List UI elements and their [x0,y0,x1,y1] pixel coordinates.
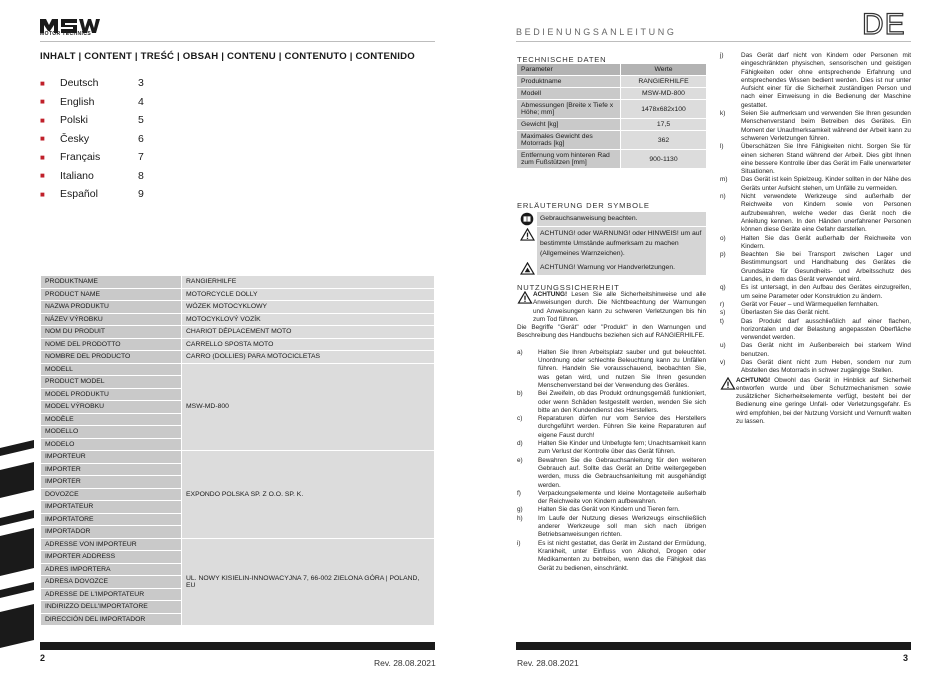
safety-item-text: Nicht verwendete Werkzeuge sind außerhalb der Reichweite von Kindern sowie von Personen aufzubewahren, welche weder das Gerät noch die Anleitung kennen. In den Händen unerfahrener Personen können diese Geräte eine Gefahr darstellen. [741,193,911,234]
info-label: NOME DEL PRODOTTO [41,338,182,351]
info-label: ADRESSE DE L'IMPORTATEUR [41,588,182,601]
info-label: MODEL VÝROBKU [41,401,182,414]
toc-language: Italiano [60,169,94,182]
safety-item-letter: g) [517,506,523,514]
safety-item-text: Überschätzen Sie Ihre Fähigkeiten nicht. Sorgen Sie für einen sicheren Stand während der Arbeit. Dies gibt Ihnen eine bessere Kontrolle über das Gerät im Falle unerwarteter Situationen. [741,143,911,176]
warning-triangle-icon [720,377,736,390]
safety-item-letter: e) [517,456,523,464]
info-row [41,301,434,314]
info-row [41,338,434,351]
info-label: IMPORTATEUR [41,501,182,514]
safety-item-text: Seien Sie aufmerksam und verwenden Sie Ihren gesunden Menschenverstand beim Betreiben des Gerätes. Ein Moment der Unaufmerksamkeit während der Arbeit kann zu schweren Verletzungen führen. [741,110,911,142]
safety-item-letter: i) [517,539,521,547]
info-label: DOVOZCE [41,488,182,501]
safety-item [720,235,911,252]
safety-item-text: Bei Zweifeln, ob das Produkt ordnungsgemäß funktioniert, oder wenn Schäden festgestellt werden, wenden Sie sich bitte an den Kundendienst des Herstellers. [538,390,706,414]
tech-parameter: Modell [517,88,621,100]
safety-item-text: Im Laufe der Nutzung dieses Werkzeugs einschließlich anderer Werkzeuge soll man sich nach übrigen Betriebsanweisungen richten. [538,514,706,539]
toc-language: Polski [60,114,89,127]
safety-item-text: Es ist nicht gestattet, das Gerät im Zustand der Ermüdung, Krankheit, unter Einfluss von Alkohol, Drogen oder Medikamenten zu betreiben, wenn das die Fähigkeit das Gerät zu bedienen, einschränkt. [538,539,706,572]
info-value: WÓZEK MOTOCYKLOWY [182,301,435,314]
tech-row [517,131,706,150]
warning-label: ACHTUNG! [533,291,568,298]
tech-row [517,88,706,100]
info-value: MOTOCYKLOVÝ VOZÍK [182,313,435,326]
header-divider-right [516,41,911,42]
header-divider-left [40,41,435,42]
safety-item-letter: p) [720,251,726,259]
tech-data-table [517,64,706,169]
safety-item [517,440,706,457]
final-warning-text: Obwohl das Gerät in Hinblick auf Sicherheit entworfen wurde und über Schutzmechanismen sowie zusätzlicher Sicherheitselemente verfügt, besteht bei der Bedienung eine geringe Unfall- oder Verletzungsgefahr. Es wird empfohlen, bei der Nutzung Vorsicht und Vernunft walten zu lassen. [736,376,911,426]
safety-item [720,342,911,359]
info-row [41,326,434,339]
page-number-left: 2 [40,653,46,663]
safety-item [720,309,911,317]
safety-item-letter: k) [720,110,726,118]
symbol-description: ACHTUNG! Warnung vor Handverletzungen. [537,261,706,275]
info-label: PRODUKTNAME [41,276,182,288]
symbol-row [517,261,706,275]
toc-item[interactable] [40,111,190,130]
toc-page-number: 5 [138,114,144,127]
symbol-row [517,227,706,261]
safety-item-text: Gerät vor Feuer – und Wärmequellen fernhalten. [741,300,879,308]
bullet-icon: ■ [40,152,45,162]
info-value: CARRO (DOLLIES) PARA MOTOCICLETAS [182,351,435,364]
toc-item[interactable] [40,74,190,93]
safety-item [720,143,911,176]
safety-item-letter: b) [517,390,523,398]
safety-item [720,176,911,193]
revision-right: Rev. 28.08.2021 [517,658,579,668]
safety-item-text: Halten Sie das Gerät von Kindern und Tieren fern. [538,506,680,514]
bullet-icon: ■ [40,134,45,144]
info-label: DIRECCIÓN DEL IMPORTADOR [41,613,182,626]
side-brand-graphic [0,440,34,650]
safety-item-letter: r) [720,300,725,308]
safety-warning [517,291,706,324]
safety-item [720,110,911,143]
tech-value: 900-1130 [621,150,707,169]
safety-item-letter: l) [720,143,724,151]
info-label: MODELO [41,438,182,451]
symbol-description: Gebrauchsanweisung beachten. [537,212,706,226]
info-value: MSW-MD-800 [182,363,435,451]
info-row [41,363,434,376]
warning-triangle-icon [517,227,537,241]
safety-item-letter: f) [517,489,521,497]
toc-page-number: 3 [138,77,144,90]
info-label: ADRES IMPORTERA [41,563,182,576]
bullet-icon: ■ [40,189,45,199]
info-label: MODELLO [41,426,182,439]
safety-item [517,515,706,540]
info-label: IMPORTEUR [41,451,182,464]
product-info-table [41,276,434,626]
document-title: BEDIENUNGSANLEITUNG [516,27,677,37]
safety-item [517,540,706,573]
symbol-description: ACHTUNG! oder WARNUNG! oder HINWEIS! um auf bestimmte Umstände aufmerksam zu machen (Allgemeines Warnzeichen). [537,227,706,261]
safety-item-letter: m) [720,176,728,184]
safety-item [517,390,706,415]
tech-data-title: TECHNISCHE DATEN [517,55,607,64]
safety-item-text: Es ist untersagt, in den Aufbau des Gerätes einzugreifen, um seine Parameter oder Konstruktion zu ändern. [741,284,911,300]
safety-item [720,301,911,309]
tech-parameter: Produktname [517,76,621,88]
info-label: MODELL [41,363,182,376]
safety-item-text: Das Gerät ist kein Spielzeug. Kinder sollten in der Nähe des Geräts unter Aufsicht stehen, um Unfälle zu vermeiden. [741,176,911,192]
toc-language: Français [60,151,101,164]
safety-item [517,415,706,440]
info-row [41,276,434,288]
symbol-row [517,212,706,226]
info-label: NOMBRE DEL PRODUCTO [41,351,182,364]
safety-item-letter: c) [517,415,523,423]
safety-column-middle [517,291,706,573]
tech-row [517,119,706,131]
safety-item-letter: t) [720,317,724,325]
tech-row [517,76,706,88]
tech-parameter: Maximales Gewicht des Motorrads [kg] [517,131,621,150]
info-label: MODÈLE [41,413,182,426]
info-label: IMPORTATORE [41,513,182,526]
tech-header-value: Werte [621,64,707,76]
manual-icon [517,212,537,226]
toc-page-number: 9 [138,188,144,201]
safety-item-text: Das Gerät nicht im Außenbereich bei starkem Wind benutzen. [741,342,911,358]
safety-item [517,506,706,514]
info-value: CHARIOT DÉPLACEMENT MOTO [182,326,435,339]
bullet-icon: ■ [40,78,45,88]
info-label: PRODUCT MODEL [41,376,182,389]
toc-item[interactable] [40,185,190,204]
safety-item-text: Reparaturen dürfen nur vom Service des Herstellers durchgeführt werden. Führen Sie keine Reparaturen auf eigene Faust durch! [538,415,706,439]
hand-crush-warning-icon [517,261,537,275]
safety-item [517,490,706,507]
safety-item-text: Halten Sie Kinder und Unbefugte fern; Unachtsamkeit kann zum Verlust der Kontrolle über das Gerät führen. [538,440,706,456]
safety-item-text: Halten Sie Ihren Arbeitsplatz sauber und gut beleuchtet. Unordnung oder schlechte Beleuchtung kann zu Unfällen führen. Handeln Sie vorausschauend, beobachten Sie, was getan wird, und nutzen Sie Ihren gesunden Menschenverstand bei der Verwendung des Gerätes. [538,348,706,389]
warning-text: Lesen Sie alle Sicherheitshinweise und alle Anweisungen durch. Die Nichtbeachtung der Warnungen und Anweisungen kann zu schweren Verletzungen bis hin zum Tod führen. [533,291,706,323]
tech-value: 1478x682x100 [621,100,707,119]
logo-subtitle: MOTOR TECHNICS [40,31,92,37]
safety-item [720,359,911,376]
bullet-icon: ■ [40,115,45,125]
tech-parameter: Entfernung vom hinteren Rad zum Fußstützen [mm] [517,150,621,169]
tech-row [517,100,706,119]
safety-column-right [720,52,911,426]
info-label: ADRESSE VON IMPORTEUR [41,538,182,551]
toc-language: Česky [60,132,90,145]
info-label: IMPORTER [41,463,182,476]
safety-item-letter: a) [517,348,523,356]
info-label: MODEL PRODUKTU [41,388,182,401]
info-row [41,538,434,551]
tech-value: 362 [621,131,707,150]
info-label: IMPORTER ADDRESS [41,551,182,564]
footer-bar-left [40,642,435,650]
info-label: IMPORTADOR [41,526,182,539]
safety-item [720,52,911,110]
footer-bar-right [516,642,911,650]
safety-item-letter: s) [720,309,726,317]
info-value: RANGIERHILFE [182,276,435,288]
safety-item-text: Das Produkt darf ausschließlich auf einer flachen, horizontalen und der Belastung angepassten Oberfläche verwendet werden. [741,317,911,342]
safety-item-letter: q) [720,284,726,292]
final-warning-label: ACHTUNG! [736,376,771,384]
info-label: NÁZEV VÝROBKU [41,313,182,326]
info-label: NOM DU PRODUIT [41,326,182,339]
info-label: INDIRIZZO DELL'IMPORTATORE [41,601,182,614]
toc-item[interactable] [40,167,190,186]
safety-title: NUTZUNGSSICHERHEIT [517,283,620,292]
safety-item-text: Das Gerät darf nicht von Kindern oder Personen mit eingeschränkten physischen, sensorischen und geistigen Fähigkeiten oder ohne entsprechende Erfahrung und entsprechendes Wissen bedient werden. Dies ist nur unter Aufsicht einer für die Sicherheit zuständigen Person und nach einer Einweisung in die Bedienung der Maschine gestattet. [741,52,911,109]
safety-item-letter: n) [720,193,726,201]
safety-item-letter: h) [517,514,523,522]
toc-item[interactable] [40,130,190,149]
safety-item-text: Verpackungselemente und kleine Montageteile außerhalb der Reichweite von Kindern aufbewahren. [538,489,706,506]
info-row [41,351,434,364]
safety-item-letter: v) [720,358,726,366]
info-row [41,288,434,301]
toc-page-number: 7 [138,151,144,164]
info-label: IMPORTER [41,476,182,489]
safety-item-text: Bewahren Sie die Gebrauchsanleitung für den weiteren Gebrauch auf. Sollte das Gerät an Dritte weitergegeben werden, muss die Gebrauchsanleitung mit ausgehändigt werden. [538,456,706,489]
info-label: NAZWA PRODUKTU [41,301,182,314]
safety-intro: Die Begriffe "Gerät" oder "Produkt" in den Warnungen und Beschreibung des Handbuchs beziehen sich auf RANGIERHILFE. [517,324,706,340]
safety-item [720,193,911,234]
symbols-title: ERLÄUTERUNG DER SYMBOLE [517,201,650,210]
safety-item-text: Beachten Sie bei Transport zwischen Lager und Bestimmungsort und Handhabung des Gerätes die Grundsätze für Gesundheits- und Arbeitsschutz des Landes, in dem das Gerät verwendet wird. [741,251,911,284]
revision-left: Rev. 28.08.2021 [374,658,436,668]
info-value: UL. NOWY KISIELIN-INNOWACYJNA 7, 66-002 ZIELONA GÓRA | POLAND, EU [182,538,435,626]
tech-parameter: Abmessungen [Breite x Tiefe x Höhe; mm] [517,100,621,119]
tech-parameter: Gewicht [kg] [517,119,621,131]
info-value: EXPONDO POLSKA SP. Z O.O. SP. K. [182,451,435,539]
tech-row [517,150,706,169]
safety-item-text: Das Gerät dient nicht zum Heben, sondern nur zum Abstellen des Motorrads in schwer zugängige Stellen. [741,358,911,375]
safety-item [517,457,706,490]
safety-item-letter: u) [720,342,726,350]
safety-item [517,349,706,390]
toc-language: Español [60,188,98,201]
safety-item-text: Halten Sie das Gerät außerhalb der Reichweite von Kindern. [741,234,911,250]
safety-item-text: Überlasten Sie das Gerät nicht. [741,309,830,317]
toc-page-number: 8 [138,169,144,182]
language-code: DE [862,8,906,41]
tech-value: MSW-MD-800 [621,88,707,100]
toc-item[interactable] [40,93,190,112]
warning-triangle-icon [517,291,533,304]
final-warning [720,377,911,427]
safety-item-letter: j) [720,52,724,59]
tech-value: 17,5 [621,119,707,131]
info-value: MOTORCYCLE DOLLY [182,288,435,301]
bullet-icon: ■ [40,171,45,181]
info-label: PRODUCT NAME [41,288,182,301]
info-value: CARRELLO SPOSTA MOTO [182,338,435,351]
safety-item [720,251,911,284]
bullet-icon: ■ [40,97,45,107]
toc-page-number: 4 [138,95,144,108]
toc-item[interactable] [40,148,190,167]
toc-language: Deutsch [60,77,99,90]
contents-title: INHALT | CONTENT | TREŚĆ | OBSAH | CONTENU | CONTENUTO | CONTENIDO [40,51,415,62]
tech-header-parameter: Parameter [517,64,621,76]
safety-item-letter: d) [517,440,523,448]
tech-value: RANGIERHILFE [621,76,707,88]
info-label: ADRESA DOVOZCE [41,576,182,589]
toc-language: English [60,95,95,108]
safety-item [720,318,911,343]
info-row [41,451,434,464]
page-number-right: 3 [903,653,909,663]
safety-item-letter: o) [720,234,726,242]
table-of-contents [40,74,190,204]
info-row [41,313,434,326]
tech-header-row [517,64,706,76]
toc-page-number: 6 [138,132,144,145]
safety-item [720,284,911,301]
